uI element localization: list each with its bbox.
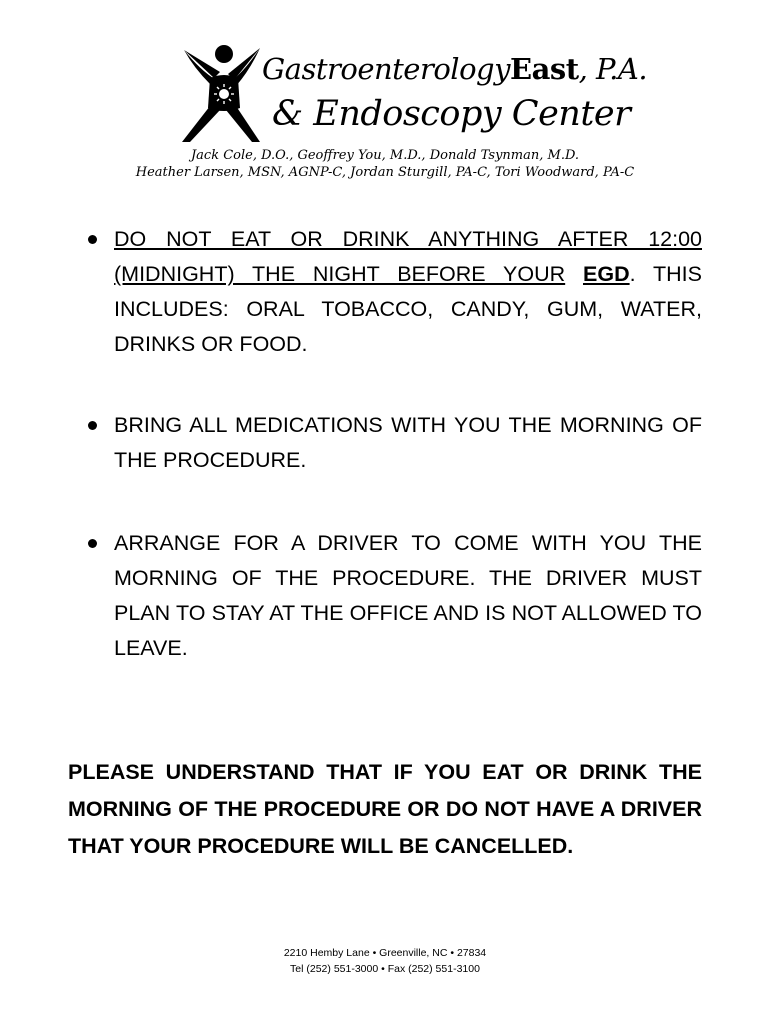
list-item <box>88 526 702 666</box>
medication-instruction: BRING ALL MEDICATIONS WITH YOU THE MORNING OF THE PROCEDURE. <box>114 413 702 472</box>
bullet-icon <box>88 235 97 244</box>
practice-name <box>262 52 647 86</box>
list-item <box>88 408 702 478</box>
providers-line-2: Heather Larsen, MSN, AGNP-C, Jordan Sturgill, PA-C, Tori Woodward, PA-C <box>135 165 635 180</box>
cancellation-warning: PLEASE UNDERSTAND THAT IF YOU EAT OR DRINK THE MORNING OF THE PROCEDURE OR DO NOT HAVE A DRIVER THAT YOUR PROCEDURE WILL BE CANCELLED. <box>68 760 702 858</box>
providers-line-1: Jack Cole, D.O., Geoffrey You, M.D., Donald Tsynman, M.D. <box>190 148 580 163</box>
procedure-name: EGD <box>583 262 630 286</box>
driver-instruction: ARRANGE FOR A DRIVER TO COME WITH YOU THE MORNING OF THE PROCEDURE. THE DRIVER MUST PLAN TO STAY AT THE OFFICE AND IS NOT ALLOWED TO LEAVE. <box>114 531 702 660</box>
bullet-icon <box>88 421 97 430</box>
fasting-instruction-rest: . THIS INCLUDES: ORAL TOBACCO, CANDY, GUM, WATER, DRINKS OR FOOD. <box>114 262 702 356</box>
bullet-icon <box>88 539 97 548</box>
footer-address: 2210 Hemby Lane • Greenville, NC • 27834 <box>283 947 487 959</box>
instruction-list <box>88 222 702 666</box>
practice-name-prefix: Gastroenterology <box>262 52 510 86</box>
practice-subtitle: & Endoscopy Center <box>272 94 631 134</box>
practice-name-strong: East <box>509 52 579 86</box>
stick-figure-logo-icon <box>180 44 262 144</box>
practice-name-suffix: , P.A. <box>578 52 648 86</box>
list-item <box>88 222 702 362</box>
footer-phone-fax: Tel (252) 551-3000 • Fax (252) 551-3100 <box>290 963 480 975</box>
fasting-instruction-underlined: DO NOT EAT OR DRINK ANYTHING AFTER 12:00 (MIDNIGHT) THE NIGHT BEFORE YOUR <box>114 227 702 286</box>
letterhead <box>180 44 648 148</box>
